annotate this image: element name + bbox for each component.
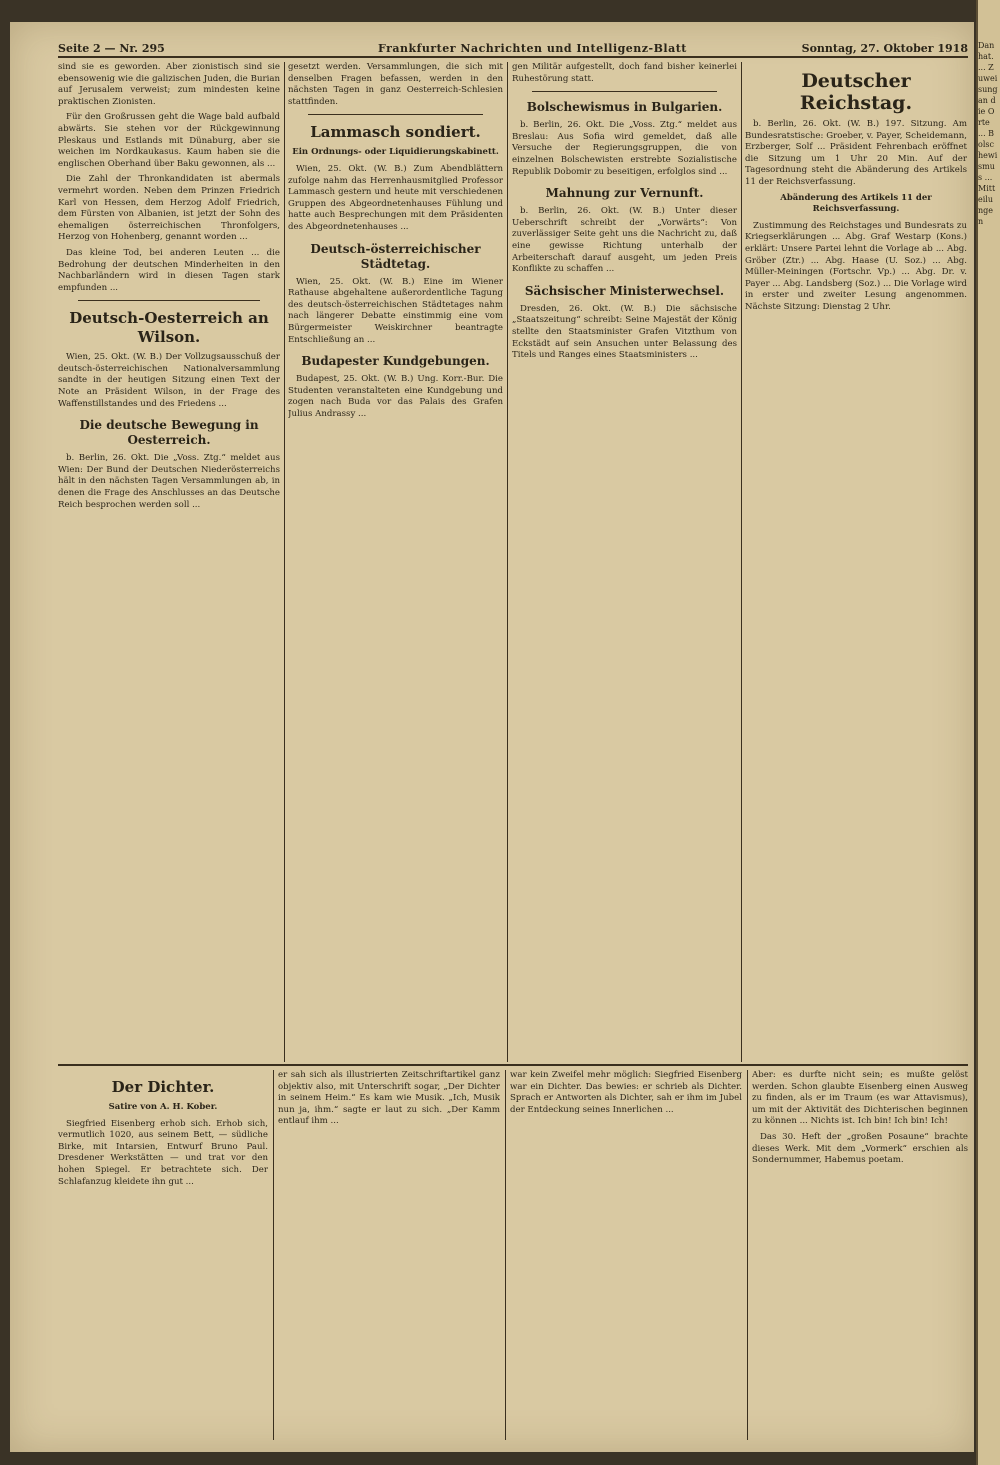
issue-date: Sonntag, 27. Oktober 1918 (801, 42, 968, 55)
article-text: Aber: es durfte nicht sein; es mußte gelöst werden. Schon glaubte Eisenberg einen Ausweg zu finden, als er im Traum (es war Attavismus), um mit der Aktivität des Dichterischen beginnen zu können ... Nichts ist. Ich bin! Ich bin! Ich! (752, 1070, 968, 1127)
subheadline: Ein Ordnungs- oder Liquidierungskabinett. (292, 147, 499, 158)
scan-top-border (10, 0, 976, 22)
headline: Mahnung zur Vernunft. (545, 186, 704, 201)
feuilleton-column-2 (278, 1070, 500, 1440)
headline: Budapester Kundgebungen. (301, 354, 490, 369)
article-text: Wien, 25. Okt. (W. B.) Zum Abendblättern zufolge nahm das Herrenhausmitglied Professor Lammasch gestern und heute mit verschiedenen Gruppen des Abgeordnetenhauses Fühlung und hatte auch Besprechungen mit dem Präsidenten des Abgeordnetenhauses ... (288, 163, 503, 232)
article-text: Das kleine Tod, bei anderen Leuten ... die Bedrohung der deutschen Minderheiten in den Nachbarländern wird in diesen Tagen stark empfunden ... (58, 247, 280, 293)
column-1 (58, 62, 280, 1062)
column-divider (505, 1070, 506, 1440)
article-text: b. Berlin, 26. Okt. (W. B.) 197. Sitzung. Am Bundesratstische: Groeber, v. Payer, Scheidemann, Erzberger, Solf ... Präsident Fehrenbach eröffnet die Sitzung um 1 Uhr 20 Min. Auf der Tagesordnung steht die Abänderung des Artikels 11 der Reichsverfassung. (745, 119, 967, 187)
headline: Lammasch sondiert. (310, 123, 481, 142)
adjacent-page-text: Dan hat. ... Zuweisung an die Orte ... Bolschewismus ... Mitteilungen (978, 41, 998, 226)
column-3 (512, 62, 737, 1062)
article-text: Siegfried Eisenberg erhob sich. Erhob sich, vermutlich 1020, aus seinem Bett, — südliche Birke, mit Intarsien, Entwurf Bruno Paul. Dresdener Werkstätten — und trat vor den hohen Spiegel. Er betrachtete sich. Der Schlafanzug kleidete ihn gut ... (58, 1118, 268, 1187)
divider (308, 114, 483, 115)
feuilleton-byline: Satire von A. H. Kober. (108, 1102, 218, 1112)
article-text: b. Berlin, 26. Okt. Die „Voss. Ztg.“ meldet aus Wien: Der Bund der Deutschen Niederösterreichs hält in den nächsten Tagen Versammlungen ab, in denen die Frage des Anschlusses an das Deutsche Reich besprochen werden soll ... (58, 453, 280, 510)
article-text: Für den Großrussen geht die Wage bald aufbald abwärts. Sie stehen vor der Rückgewinnung Pleskaus und Estlands mit Dünaburg, aber sie weichen im Nordkaukasus. Kaum haben sie die englischen Oberhand über Baku gewonnen, als ... (58, 112, 280, 169)
article-text: Budapest, 25. Okt. (W. B.) Ung. Korr.-Bur. Die Studenten veranstalteten eine Kundgebung und zogen nach Buda vor das Palais des Grafen Julius Andrassy ... (288, 374, 503, 419)
column-divider (507, 62, 508, 1062)
page-header (58, 42, 968, 58)
article-text: er sah sich als illustrierten Zeitschriftartikel ganz objektiv also, mit Unterschrift sogar, „Der Dichter in seinem Heim.“ Es kam wie Musik. „Ich, Musik nun ja, ihm.“ sagte er laut zu sich. „Der Kamm entlauf ihm ... (278, 1070, 500, 1127)
article-text: b. Berlin, 26. Okt. Die „Voss. Ztg.“ meldet aus Breslau: Aus Sofia wird gemeldet, daß alle Versuche der Regierungsgruppen, die von einzelnen Bolschewisten erstrebte Sozialistische Republik Dobomir zu beseitigen, erfolglos sind ... (512, 120, 737, 177)
headline: Die deutsche Bewegung in Oesterreich. (79, 418, 259, 448)
article-text: b. Berlin, 26. Okt. (W. B.) Unter dieser Ueberschrift schreibt der „Vorwärts“: Von zuverlässiger Seite geht uns die Nachricht zu, daß eine gewisse Richtung unterhalb der Arbeiterschaft darauf ausgeht, um jeden Preis Konflikte zu schaffen ... (512, 206, 737, 275)
article-text: Wien, 25. Okt. (W. B.) Der Vollzugsausschuß der deutsch-österreichischen Nationalversammlung sandte in der heutigen Sitzung einen Text der Note an Präsident Wilson, in der Frage des Waffenstillstandes und des Friedens ... (58, 352, 280, 409)
article-text: Dresden, 26. Okt. (W. B.) Die sächsische „Staatszeitung“ schreibt: Seine Majestät der König stellte den Staatsminister Grafen Vitzthum von Eckstädt auf sein Ansuchen unter Belassung des Titels und Ranges eines Staatsministers ... (512, 303, 737, 361)
headline: Deutsch-Oesterreich an Wilson. (69, 309, 269, 347)
article-text: gesetzt werden. Versammlungen, die sich mit denselben Fragen befassen, werden in den nächsten Tagen in ganz Oesterreich-Schlesien stattfinden. (288, 62, 503, 107)
column-divider (747, 1070, 748, 1440)
headline: Deutscher Reichstag. (799, 70, 913, 114)
article-text: Das 30. Heft der „großen Posaune“ brachte dieses Werk. Mit dem „Vormerk“ erschien als Sondernummer, Habemus poetam. (752, 1131, 968, 1166)
column-4 (745, 62, 967, 1062)
divider (78, 300, 260, 301)
article-text: gen Militär aufgestellt, doch fand bisher keinerlei Ruhestörung statt. (512, 62, 737, 84)
article-text: Wien, 25. Okt. (W. B.) Eine im Wiener Rathause abgehaltene außerordentliche Tagung des deutsch-österreichischen Städtetages nahm nach längerer Debatte einstimmig eine vom Bürgermeister Weiskirchner beantragte Entschließung an ... (288, 276, 503, 345)
article-text: sind sie es geworden. Aber zionistisch sind sie ebensowenig wie die galizischen Juden, die Burian auf Jerusalem verweist; zum mindesten keine praktischen Zionisten. (58, 62, 280, 107)
headline: Deutsch-österreichischer Städtetag. (310, 241, 481, 271)
column-2 (288, 62, 503, 1062)
newspaper-title: Frankfurter Nachrichten und Intelligenz-Blatt (378, 42, 687, 55)
feuilleton-column-1 (58, 1070, 268, 1440)
feuilleton-column-3 (510, 1070, 742, 1440)
column-divider (284, 62, 285, 1062)
feuilleton-title: Der Dichter. (111, 1078, 215, 1096)
column-divider (273, 1070, 274, 1440)
headline: Bolschewismus in Bulgarien. (526, 100, 723, 115)
feuilleton-rule (58, 1064, 968, 1066)
headline: Sächsischer Ministerwechsel. (524, 283, 725, 298)
column-divider (741, 62, 742, 1062)
article-text: Zustimmung des Reichstages und Bundesrats zu Kriegserklärungen ... Abg. Graf Westarp (Kons.) erklärt: Unsere Partei lehnt die Vorlage ab ... Abg. Gröber (Ztr.) ... Abg. Haase (U. Soz.) ... Abg. Müller-Meiningen (Fortschr. Vp.) ... Abg. Dr. v. Payer ... Abg. Landsberg (Soz.) ... Die Vorlage wird in erster und zweiter Lesung angenommen. Nächste Sitzung: Dienstag 2 Uhr. (745, 220, 967, 312)
feuilleton-column-4 (752, 1070, 968, 1440)
divider (532, 91, 717, 92)
article-text: war kein Zweifel mehr möglich: Siegfried Eisenberg war ein Dichter. Das bewies: er schrieb als Dichter. Sprach er Antworten als Dichter, sah er ihm im Jubel der Entdeckung seines Innerlichen ... (510, 1070, 742, 1115)
page-number: Seite 2 — Nr. 295 (58, 42, 165, 55)
subheadline: Abänderung des Artikels 11 der Reichsverfassung. (780, 192, 932, 215)
article-text: Die Zahl der Thronkandidaten ist abermals vermehrt worden. Neben dem Prinzen Friedrich Karl von Hessen, dem Herzog Adolf Friedrich, dem Fürsten von Albanien, ist jetzt der Sohn des ehemaligen österreichischen Thronfolgers, Herzog von Hohenberg, genannt worden ... (58, 174, 280, 243)
